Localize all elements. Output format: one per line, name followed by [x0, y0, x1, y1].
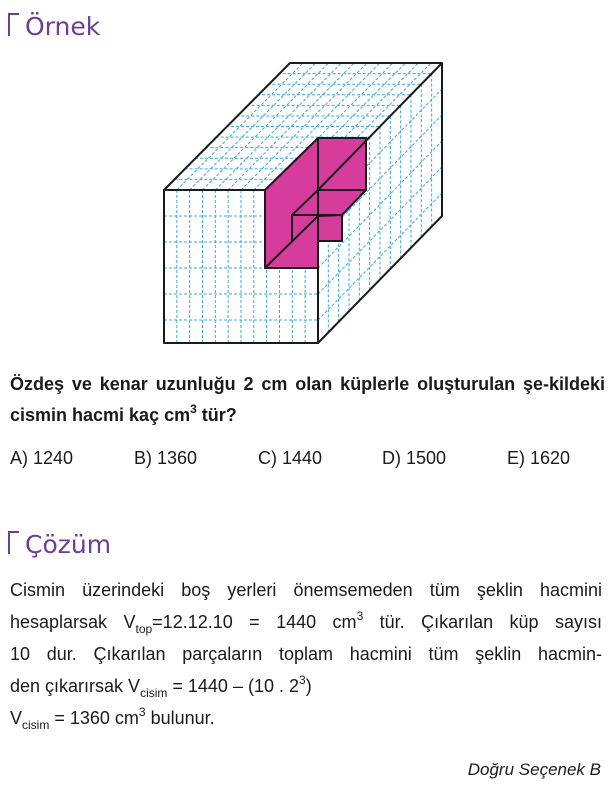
option-b[interactable]: B) 1360 — [134, 448, 198, 468]
option-d[interactable]: D) 1500 — [382, 448, 447, 468]
solution-line-4: den çıkarırsak $V_{cisim} = 1440 - (10$ . $2^3$) — [10, 673, 312, 700]
example-heading — [8, 12, 100, 42]
answer-options — [10, 448, 605, 472]
corner-bracket-icon — [8, 13, 19, 36]
solution-text — [10, 574, 602, 734]
question-text: Özdeş ve kenar uzunluğu 2 cm olan küplerle oluşturulan şe-kildeki cismin hacmi kaç $cm^3$ tür? — [10, 374, 605, 425]
solution-line-5: $V_{cisim} = 1360$ $cm^3$ bulunur. — [10, 705, 215, 732]
corner-bracket-icon — [8, 531, 19, 554]
solution-heading — [8, 530, 111, 560]
cube-block-figure — [150, 58, 450, 348]
correct-answer: Doğru Seçenek B — [467, 760, 601, 779]
solution-line-2: hesaplarsak $V_{top}=12.12.10 = 1440$ $cm^3$ tür. Çıkarılan küp sayısı — [10, 609, 602, 636]
solution-line-1: Cismin üzerindeki boş yerleri önemsemeden tüm şeklin hacmini — [10, 580, 602, 600]
solution-heading-text: Çözüm — [25, 530, 112, 559]
option-a[interactable]: A) 1240 — [10, 448, 74, 468]
option-c[interactable]: C) 1440 — [258, 448, 323, 468]
example-heading-text: Örnek — [25, 12, 101, 41]
solution-line-3: 10 dur. Çıkarılan parçaların toplam hacmini tüm şeklin hacmin- — [10, 644, 602, 664]
option-e[interactable]: E) 1620 — [507, 448, 571, 468]
